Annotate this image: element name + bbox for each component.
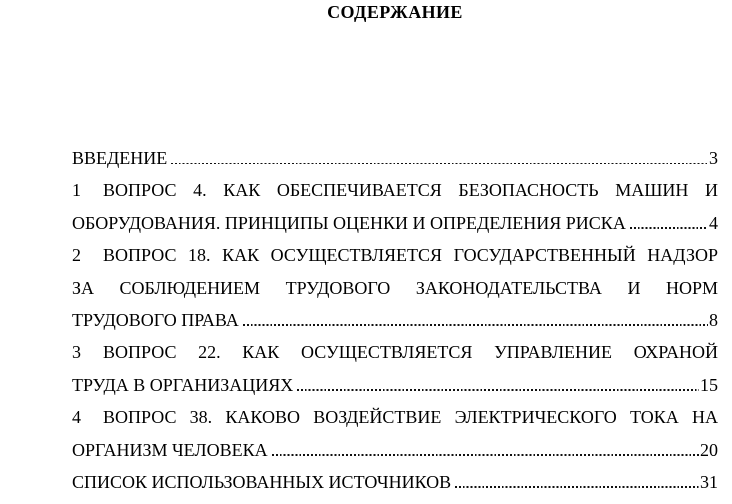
dot-leader (243, 304, 708, 336)
entry-title: ВОПРОС 22. КАК ОСУЩЕСТВЛЯЕТСЯ УПРАВЛЕНИЕ ОХРАНОЙ (103, 342, 718, 363)
entry-page-number: 8 (709, 309, 718, 330)
dot-leader (455, 466, 699, 498)
toc-heading: СОДЕРЖАНИЕ (327, 2, 463, 22)
entry-title: ТРУДА В ОРГАНИЗАЦИЯХ (72, 374, 294, 395)
entry-number: 1 (72, 180, 81, 201)
toc-line-entry1-a (72, 174, 718, 206)
dot-leader (630, 207, 708, 239)
entry-title: ОБОРУДОВАНИЯ. ПРИНЦИПЫ ОЦЕНКИ И ОПРЕДЕЛЕНИЯ РИСКА (72, 212, 626, 233)
tab-spacer (81, 357, 103, 358)
toc-line-entry3-b (72, 369, 718, 401)
toc-line-entry1-b (72, 207, 718, 239)
entry-page-number: 4 (709, 212, 718, 233)
entry-title: ВОПРОС 18. КАК ОСУЩЕСТВЛЯЕТСЯ ГОСУДАРСТВЕННЫЙ НАДЗОР (103, 245, 718, 266)
toc-line-entry4-a (72, 401, 718, 433)
entry-page-number: 31 (700, 471, 718, 492)
toc-line-entry3-a (72, 336, 718, 368)
entry-title: ВОПРОС 38. КАКОВО ВОЗДЕЙСТВИЕ ЭЛЕКТРИЧЕСКОГО ТОКА НА (103, 407, 718, 428)
entry-page-number: 3 (709, 148, 718, 168)
table-of-contents (72, 142, 718, 498)
entry-number: 2 (72, 245, 81, 266)
entry-title: ТРУДОВОГО ПРАВА (72, 309, 239, 330)
entry-title: СПИСОК ИСПОЛЬЗОВАННЫХ ИСТОЧНИКОВ (72, 471, 452, 492)
toc-line-entry2-c (72, 304, 718, 336)
entry-title: ОРГАНИЗМ ЧЕЛОВЕКА (72, 439, 268, 460)
toc-line-entry2-a (72, 239, 718, 271)
toc-line-entry4-b (72, 434, 718, 466)
entry-page-number: 20 (700, 439, 718, 460)
toc-line-vvedenie (72, 142, 718, 174)
tab-spacer (81, 260, 103, 261)
entry-number: 4 (72, 407, 81, 428)
entry-title: ВОПРОС 4. КАК ОБЕСПЕЧИВАЕТСЯ БЕЗОПАСНОСТЬ МАШИН И (103, 180, 718, 201)
entry-title: ЗА СОБЛЮДЕНИЕМ ТРУДОВОГО ЗАКОНОДАТЕЛЬСТВА И НОРМ (72, 277, 718, 298)
entry-number: 3 (72, 342, 81, 363)
dot-leader (297, 369, 699, 401)
tab-spacer (81, 422, 103, 423)
entry-page-number: 15 (700, 374, 718, 395)
toc-line-entry2-b (72, 272, 718, 304)
dot-leader (171, 142, 708, 174)
toc-line-sources (72, 466, 718, 498)
entry-title: ВВЕДЕНИЕ (72, 148, 168, 168)
dot-leader (272, 434, 699, 466)
tab-spacer (81, 195, 103, 196)
